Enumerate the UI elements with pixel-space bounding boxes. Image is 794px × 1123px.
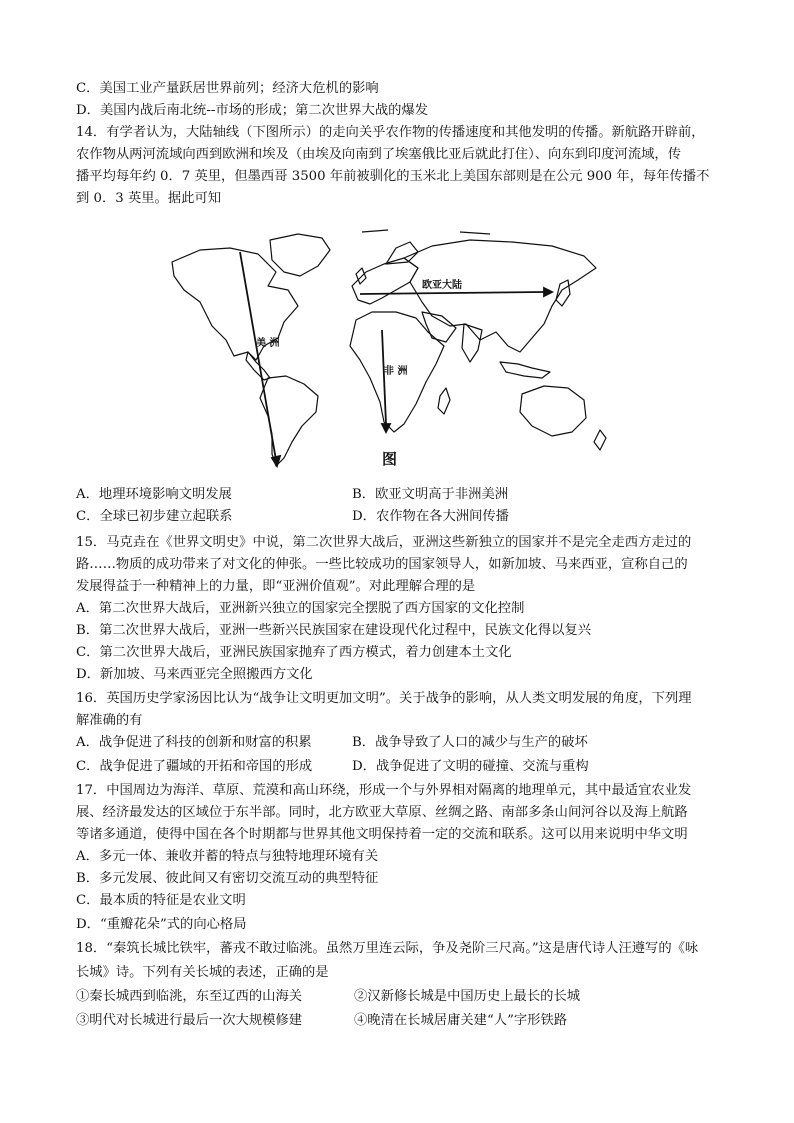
figure-caption: 图: [382, 450, 398, 468]
q17-option-d: D．“重瓣花朵”式的向心格局: [76, 917, 247, 932]
arabia-outline: [422, 312, 456, 342]
q16-stem-line-2: 解准确的有: [76, 713, 143, 728]
q17-option-c: C．最本质的特征是农业文明: [76, 893, 246, 908]
indonesia-outline: [500, 362, 550, 378]
q15-option-a: A．第二次世界大战后，亚洲新兴独立的国家完全摆脱了西方国家的文化控制: [76, 601, 525, 616]
india-outline: [462, 324, 482, 362]
new-zealand-outline: [594, 430, 606, 450]
q14-option-c: C．全球已初步建立起联系: [76, 509, 233, 524]
q15-option-d: D．新加坡、马来西亚完全照搬西方文化: [76, 667, 313, 682]
africa-axis-line: [382, 330, 386, 424]
q17-option-b: B．多元发展、彼此间又有密切交流互动的典型特征: [76, 871, 379, 886]
q15-option-c: C．第二次世界大战后，亚洲民族国家抛弃了西方模式，着力创建本土文化: [76, 645, 512, 660]
q16-option-d: D．战争促进了文明的碰撞、交流与重构: [352, 759, 589, 774]
q18-item-1: ①秦长城西到临洮，东至辽西的山海关: [76, 989, 303, 1004]
q18-stem-line-1: 18．“秦筑长城比铁牢，蕃戎不敢过临洮。虽然万里连云际，争及尧阶三尺高。”这是唐代诗人汪遵写的《咏: [76, 941, 699, 956]
africa-label: 非 洲: [384, 366, 408, 377]
q16-option-b: B．战争导致了人口的减少与生产的破坏: [352, 735, 588, 750]
eurasia-label: 欧亚大陆: [422, 280, 462, 291]
q13-option-d: D．美国内战后南北统--市场的形成；第二次世界大战的爆发: [76, 103, 429, 118]
eurasia-arrow-head: [544, 288, 552, 296]
q18-item-2: ②汉新修长城是中国历史上最长的长城: [354, 989, 581, 1004]
q14-stem-line-1: 14．有学者认为，大陆轴线（下图所示）的走向关乎农作物的传播速度和其他发明的传播。新航路开辟前，: [76, 125, 705, 140]
q18-stem-line-2: 长城》诗。下列有关长城的表述，正确的是: [76, 965, 329, 980]
q18-item-3: ③明代对长城进行最后一次大规模修建: [76, 1013, 303, 1028]
british-isles-outline: [356, 268, 366, 284]
q15-stem-line-1: 15．马克垚在《世界文明史》中说，第二次世界大战后，亚洲这些新独立的国家并不是完全走西方走过的: [76, 535, 692, 550]
q14-option-b: B．欧亚文明高于非洲美洲: [352, 487, 509, 502]
europe-outline: [352, 258, 418, 304]
q14-stem-line-2: 农作物从两河流域向西到欧洲和埃及（由埃及向南到了埃塞俄比亚后就此打住）、向东到印度河流域，传: [76, 147, 682, 162]
japan-outline: [556, 280, 570, 306]
q17-option-a: A．多元一体、兼收并蓄的特点与独特地理环境有关: [76, 849, 379, 864]
q16-option-c: C．战争促进了疆域的开拓和帝国的形成: [76, 759, 313, 774]
polar-outline: [362, 230, 490, 234]
q16-stem-line-1: 16．英国历史学家汤因比认为“战争让文明更加文明”。关于战争的影响，从人类文明发展的角度，下列理: [76, 691, 692, 706]
madagascar-outline: [438, 388, 450, 414]
q18-item-4: ④晚清在长城居庸关建“人”字形铁路: [354, 1013, 568, 1028]
q15-option-b: B．第二次世界大战后，亚洲一些新兴民族国家在建设现代化过程中，民族文化得以复兴: [76, 623, 592, 638]
greenland-outline: [270, 234, 330, 276]
world-map-svg: [160, 228, 620, 473]
q16-option-a: A．战争促进了科技的创新和财富的积累: [76, 735, 312, 750]
america-axis-line: [240, 252, 276, 460]
q15-stem-line-2: 路……物质的成功带来了对文化的伸张。一些比较成功的国家领导人，如新加坡、马来西亚，宣称自己的: [76, 557, 688, 572]
q17-stem-line-1: 17．中国周边为海洋、草原、荒漠和高山环绕，形成一个与外界相对隔离的地理单元，其中最适宜农业发: [76, 783, 692, 798]
q17-stem-line-3: 等诸多通道，使得中国在各个时期都与世界其他文明保持着一定的交流和联系。这可以用来说明中华文明: [76, 827, 688, 842]
q13-option-c: C．美国工业产量跃居世界前列；经济大危机的影响: [76, 81, 379, 96]
world-map-figure: [160, 228, 620, 473]
africa-arrow-head: [382, 424, 390, 432]
q17-stem-line-2: 展、经济最发达的区域位于东半部。同时，北方欧亚大草原、丝绸之路、南部多条山间河谷以及海上航路: [76, 805, 688, 820]
scandinavia-outline: [386, 242, 418, 264]
america-arrow-head: [272, 456, 280, 466]
q14-option-d: D．农作物在各大洲间传播: [352, 509, 509, 524]
america-label: 美 洲: [256, 338, 280, 349]
eurasia-axis-line: [360, 292, 544, 294]
q14-option-a: A．地理环境影响文明发展: [76, 487, 232, 502]
q15-stem-line-3: 发展得益于一种精神上的力量，即“亚洲价值观”。对此理解合理的是: [76, 579, 476, 594]
q14-stem-line-4: 到 0．3 英里。据此可知: [76, 191, 222, 206]
australia-outline: [520, 386, 586, 436]
q14-stem-line-3: 播平均每年约 0．7 英里，但墨西哥 3500 年前被驯化的玉米北上美国东部则是在公元 900 年，每年传播不: [76, 169, 710, 184]
asia-outline: [404, 240, 596, 352]
